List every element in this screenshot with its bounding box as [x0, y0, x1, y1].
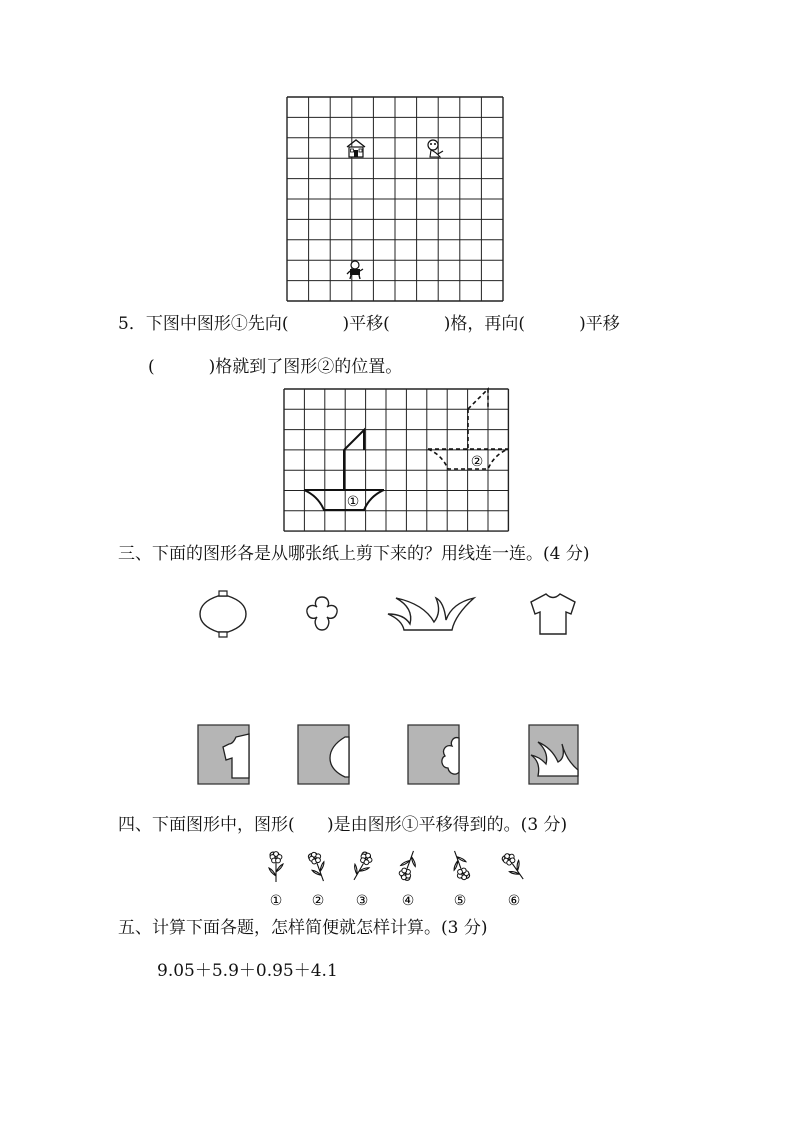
flower-option-6[interactable] [500, 850, 529, 883]
flower-label-6: ⑥ [507, 893, 521, 909]
flower-option-1[interactable] [269, 852, 283, 882]
calc-expression: 9.05＋5.9＋0.95＋4.1 [157, 961, 338, 981]
flower-option-5[interactable] [448, 849, 472, 882]
question-5-line2: ( )格就到了图形②的位置。 [148, 357, 403, 377]
flower-label-5: ⑤ [453, 893, 467, 909]
flower-label-4: ④ [401, 893, 415, 909]
flower-option-4[interactable] [396, 849, 420, 882]
flower-label-3: ③ [355, 893, 369, 909]
section-3-title: 三、下面的图形各是从哪张纸上剪下来的？用线连一连。(4 分) [118, 544, 590, 564]
flower-option-3[interactable] [348, 850, 375, 883]
section-4-title: 四、下面图形中，图形( )是由图形①平移得到的。(3 分) [118, 815, 568, 835]
shape-2-label: ② [470, 454, 484, 470]
section-5-title: 五、计算下面各题，怎样简便就怎样计算。(3 分) [118, 918, 488, 938]
question-5-line1: 5．下图中图形①先向( )平移( )格，再向( )平移 [118, 314, 620, 334]
shape-1-label: ① [346, 494, 360, 510]
flower-label-2: ② [311, 893, 325, 909]
flower-label-1: ① [269, 893, 283, 909]
flower-option-2[interactable] [306, 850, 330, 883]
petal [276, 858, 281, 863]
